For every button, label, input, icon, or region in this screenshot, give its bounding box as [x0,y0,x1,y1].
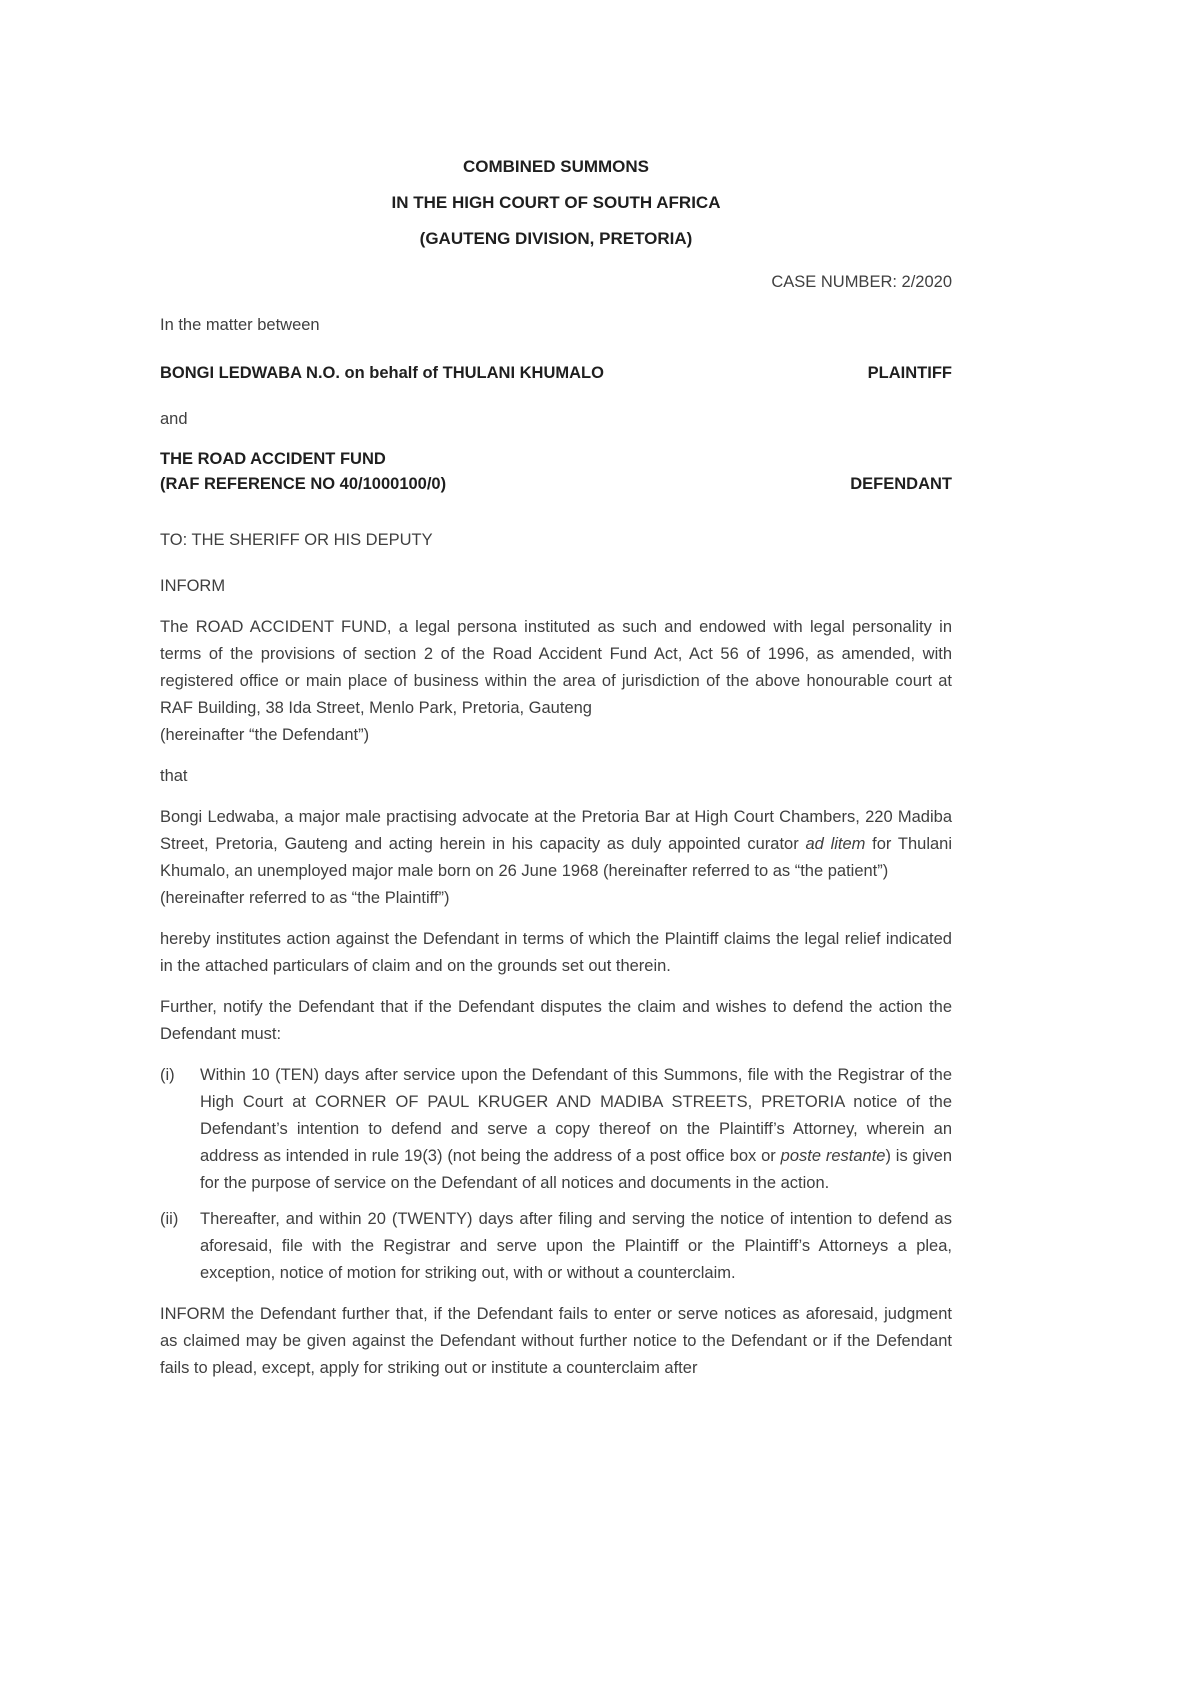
list-marker-i: (i) [160,1066,175,1084]
matter-intro: In the matter between [160,316,320,334]
defendant-label: DEFENDANT [850,475,952,493]
plaintiff-description-text [160,804,952,885]
court-division: (GAUTENG DIVISION, PRETORIA) [419,229,693,248]
latin-term-poste-restante: poste restante [780,1147,886,1165]
defendant-name: THE ROAD ACCIDENT FUND [160,450,386,468]
latin-term-ad-litem: ad litem [805,835,866,853]
para-plaintiff-description [160,804,952,912]
plaintiff-name: BONGI LEDWABA N.O. on behalf of THULANI KHUMALO [160,364,604,382]
text-segment: Within 10 (TEN) days after service upon the Defendant of this Summons, file with the Registrar of the High Court at CORNER OF PAUL KRUGER AND MADIBA STREETS, PRETORIA notice of the Defendant’s intention to defend and serve a copy thereof on the Plaintiff’s Attorney, wherein an address as intended in rule 19(3) (not being the address of a post office box or [200,1066,952,1165]
defendant-alias: (hereinafter “the Defendant”) [160,726,370,744]
plaintiff-alias: (hereinafter referred to as “the Plaintiff”) [160,889,450,907]
defendant-row [160,447,952,497]
case-number: CASE NUMBER: 2/2020 [771,273,952,291]
conjunction-and: and [160,410,188,428]
text-segment: Bongi Ledwaba, a major male practising advocate at the Pretoria Bar at High Court Chambers, 220 Madiba Street, Pretoria, Gauteng and acting herein in his capacity as duly appointed curator [160,808,952,853]
conditions-list [160,1062,952,1287]
para-defendant-description [160,614,952,749]
list-item-ii-text: Thereafter, and within 20 (TWENTY) days after filing and serving the notice of intention to defend as aforesaid, file with the Registrar and serve upon the Plaintiff or the Plaintiff’s Attorneys a plea, exception, notice of motion for striking out, with or without a counterclaim. [200,1210,952,1282]
text-segment: for Thulani Khumalo, an unemployed major male born on 26 June 1968 (hereinafter referred to as “the patient”) [160,835,952,880]
list-item-ii [160,1206,952,1287]
para-inform-further: INFORM the Defendant further that, if the Defendant fails to enter or serve notices as aforesaid, judgment as claimed may be given against the Defendant without further notice to the Defendant or if the Defendant fails to plead, except, apply for striking out or institute a counterclaim after [160,1305,952,1377]
inform-heading: INFORM [160,577,226,595]
defendant-name-block [160,447,446,497]
text-segment: ) is given for the purpose of service on the Defendant of all notices and documents in the action. [200,1147,952,1192]
plaintiff-row [160,360,952,387]
list-marker-ii: (ii) [160,1210,179,1228]
para-institutes-action: hereby institutes action against the Defendant in terms of which the Plaintiff claims the legal relief indicated in the attached particulars of claim and on the grounds set out therein. [160,930,952,975]
defendant-reference: (RAF REFERENCE NO 40/1000100/0) [160,475,447,493]
document-title: COMBINED SUMMONS [462,157,650,176]
document-heading [160,153,952,252]
court-name: IN THE HIGH COURT OF SOUTH AFRICA [391,193,721,212]
para-notify-defendant: Further, notify the Defendant that if the Defendant disputes the claim and wishes to defend the action the Defendant must: [160,998,952,1043]
plaintiff-label: PLAINTIFF [867,364,952,382]
list-item-i-text [200,1062,952,1197]
addressee-line: TO: THE SHERIFF OR HIS DEPUTY [160,531,433,549]
defendant-description-text: The ROAD ACCIDENT FUND, a legal persona instituted as such and endowed with legal personality in terms of the provisions of section 2 of the Road Accident Fund Act, Act 56 of 1996, as amended, with registered office or main place of business within the area of jurisdiction of the above honourable court at RAF Building, 38 Ida Street, Menlo Park, Pretoria, Gauteng [160,618,952,717]
that-word: that [160,767,188,785]
list-item-i [160,1062,952,1197]
